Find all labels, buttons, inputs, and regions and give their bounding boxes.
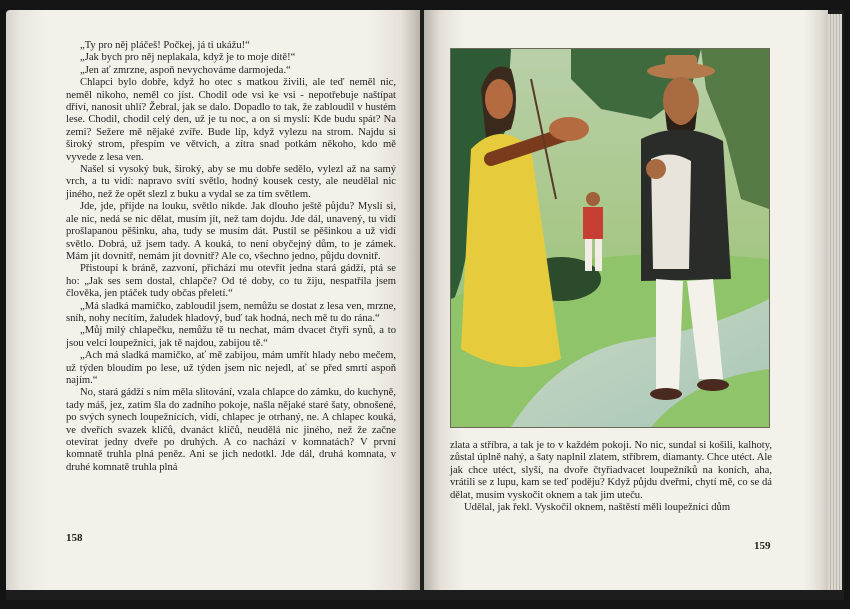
right-page <box>424 10 828 590</box>
paragraph: Našel si vysoký buk, široký, aby se mu dobře sedělo, vylezl až na samý vrch, a tu vidí: napravo svítí světlo, hodný kousek cesty, ale neudělal nic jiného, než že opět slezl z buku a vydal se za tím světlem. <box>66 164 396 200</box>
page-number-left: 158 <box>66 532 83 544</box>
paragraph: „Ach má sladká mamičko, ať mě zabijou, mám umřít hlady nebo mečem, už týden bloudím po lese, už týden jsem nic nejedl, ať se před smrtí aspoň najím.“ <box>66 350 396 386</box>
paragraph: „Můj milý chlapečku, nemůžu tě tu nechat, mám dvacet čtyři synů, a to jsou velcí loupežníci, jak tě najdou, zabijou tě.“ <box>66 325 396 349</box>
left-page-text <box>66 40 396 474</box>
right-page-text <box>450 440 772 514</box>
paragraph: „Ty pro něj pláčeš! Počkej, já ti ukážu!“ <box>80 40 250 51</box>
paragraph: zlata a stříbra, a tak je to v každém pokoji. No nic, sundal si košili, kalhoty, zůstal úplně nahý, a šaty naplnil zlatem, stříbrem, diamanty. Chce utéct. Ale jak chce utéct, slyší, na dvoře čtyřiadvacet loupežníků na koních, aha, vrátili se z lupu, kam se teď poděju? Když půjdu dveřmi, chytí mě, co se dá dělat, musím vyskočit oknem a tak jim uteču. <box>450 440 772 501</box>
paragraph: „Jak bych pro něj neplakala, když je to moje dítě!“ <box>80 52 296 64</box>
paragraph: „Má sladká mamičko, zabloudil jsem, nemůžu se dostat z lesa ven, mrzne, sníh, nohy necítím, žaludek hladový, buď tak hodná, nech mě tu do rána.“ <box>66 300 396 324</box>
open-book <box>6 10 844 600</box>
page-stack-right <box>828 14 842 590</box>
paragraph: No, stará gádží s ním měla slitování, vzala chlapce do zámku, do kuchyně, tady máš, jez, zatím šla do zadního pokoje, našla nějaké staré šaty, obnošené, po svých synech loupežnících, vidí, chlapec je otrhaný, ne. A chlapec kouká, ve dveřích svazek klíčů, dvanáct klíčů, neudělá nic jiného, než že začne otevírat jedny dveře po druhých. A co nachází v komnatách? V první komnatě truhla plná peněz. Ani se jich nedotkl. Jde dál, druhá komnata, v druhé komnatě truhla plná <box>66 387 396 473</box>
paragraph: „Jen ať zmrzne, aspoň nevychováme darmojeda.“ <box>80 64 291 76</box>
illustration-image <box>450 48 770 428</box>
page-number-right: 159 <box>754 540 771 552</box>
left-page <box>6 10 420 590</box>
paragraph: Chlapci bylo dobře, když ho otec s matkou živili, ale teď neměl nic, neměl nikoho, neměl co jíst. Chodil ode vsi ke vsi - nepotřebuje naštípat dříví, nanosit uhlí? Žebral, jak se dalo. Dopadlo to tak, že zabloudil v hustém lese. Chodil, chodil celý den, už je tu noc, a on si myslí: Kde budu spát? Na zemi? Sežere mě nějaké zvíře. Bude líp, když vylezu na strom. Najdu si široký strom, přespím ve větvích, a zítra snad potkám někoho, kdo mě vyvede z lesa ven. <box>66 77 396 163</box>
paragraph: Přistoupí k bráně, zazvoní, přichází mu otevřít jedna stará gádží, ptá se ho: „Jak ses sem dostal, chlapče? Od té doby, co tu žiju, nespatřila jsem člověka, jen ptáček tudy občas přeletí.“ <box>66 263 396 300</box>
paragraph: Udělal, jak řekl. Vyskočil oknem, naštěstí měli loupežníci dům <box>464 502 731 514</box>
paragraph: Jde, jde, přijde na louku, světlo nikde. Jak dlouho ještě půjdu? Myslí si, ale nic, nedá se nic dělat, musím jít, než tam dojdu. Jde dál, unavený, tu vidí prošlapanou pěšinku, aha, tudy se musím dát. Pustil se pěšinkou a už vidí světlo. Dobrá, už jsem tady. A kouká, to není obyčejný dům, to je zámek. Mám jít dovnitř, nemám jít dovnitř? Ale co, všechno jedno, půjdu dovnitř. <box>66 201 396 262</box>
